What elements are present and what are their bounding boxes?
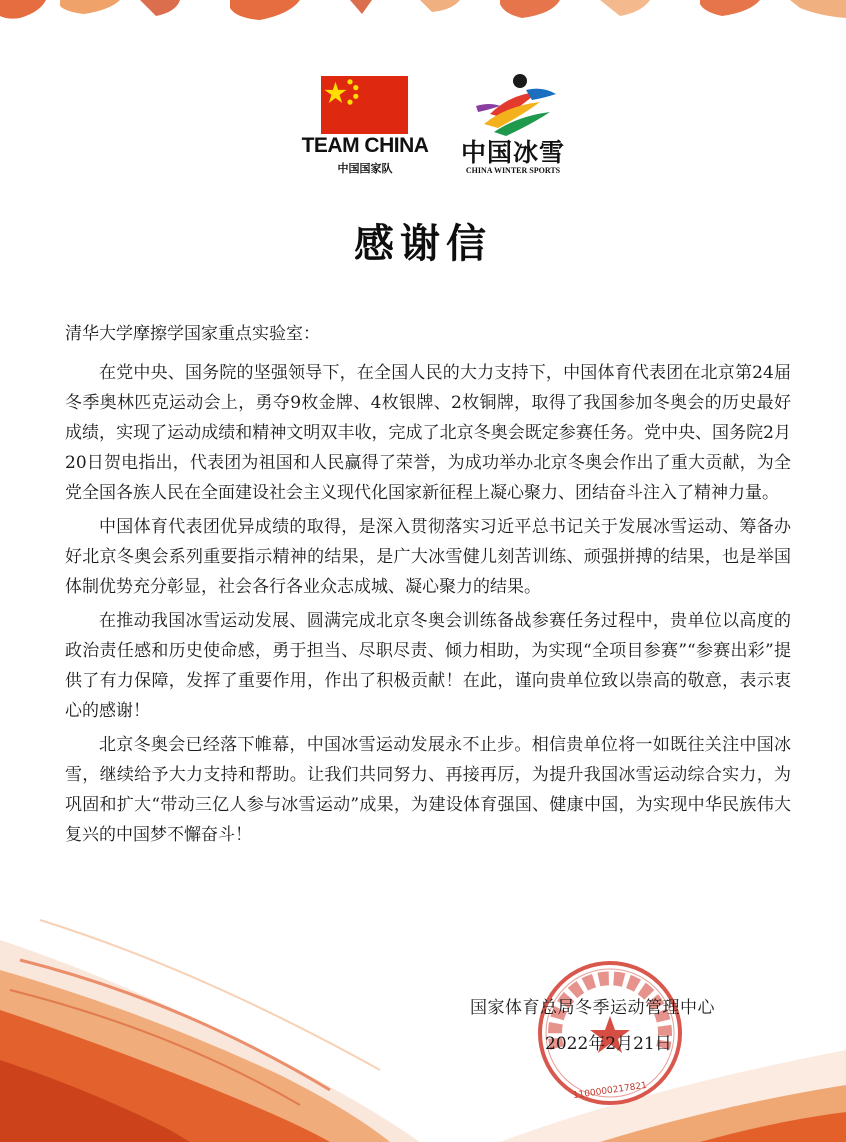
salutation: 清华大学摩擦学国家重点实验室： <box>65 324 320 344</box>
seal-serial-number: 1100000217821 <box>572 1080 648 1102</box>
paragraph-3: 在推动我国冰雪运动发展、圆满完成北京冬奥会训练备战参赛任务过程中，贵单位以高度的政治责任感和历史使命感，勇于担当、尽职尽责、倾力相助，为实现“全项目参赛”“参赛出彩”提供了有力保障，发挥了重要作用，作出了积极贡献！在此，谨向贵单位致以崇高的敬意，表示衷心的感谢！ <box>65 611 791 721</box>
winter-sports-logo-subtext: CHINA WINTER SPORTS <box>465 166 561 175</box>
bottom-decorative-brush <box>0 900 846 1142</box>
signature-organization: 国家体育总局冬季运动管理中心 <box>470 998 715 1018</box>
letter-body <box>65 358 791 854</box>
paragraph-4: 北京冬奥会已经落下帷幕，中国冰雪运动发展永不止步。相信贵单位将一如既往关注中国冰雪，继续给予大力支持和帮助。让我们共同努力、再接再厉，为提升我国冰雪运动综合实力，为巩固和扩大“带动三亿人参与冰雪运动”成果，为建设体育强国、健康中国，为实现中华民族伟大复兴的中国梦不懈奋斗！ <box>65 735 791 845</box>
paragraph-1: 在党中央、国务院的坚强领导下，在全国人民的大力支持下，中国体育代表团在北京第24届冬季奥林匹克运动会上，勇夺9枚金牌、4枚银牌、2枚铜牌，取得了我国参加冬奥会的历史最好成绩，实现了运动成绩和精神文明双丰收，完成了北京冬奥会既定参赛任务。党中央、国务院2月20日贺电指出，代表团为祖国和人民赢得了荣誉，为成功举办北京冬奥会作出了重大贡献，为全党全国各族人民在全面建设社会主义现代化国家新征程上凝心聚力、团结奋斗注入了精神力量。 <box>65 363 791 503</box>
team-china-logo-subtext: 中国国家队 <box>337 162 393 175</box>
winter-sports-logo-text: 中国冰雪 <box>460 138 565 167</box>
winter-sports-figure-icon <box>470 72 560 138</box>
team-china-logo-text: TEAM CHINA <box>301 134 429 157</box>
signature-date: 2022年2月21日 <box>545 1034 672 1054</box>
chinese-flag-icon <box>321 76 408 134</box>
paragraph-2: 中国体育代表团优异成绩的取得，是深入贯彻落实习近平总书记关于发展冰雪运动、筹备办好北京冬奥会系列重要指示精神的结果，是广大冰雪健儿刻苦训练、顽强拼搏的结果，也是举国体制优势充分彰显，社会各行各业众志成城、凝心聚力的结果。 <box>65 517 791 597</box>
top-decorative-band <box>0 0 846 22</box>
page-title: 感谢信 <box>354 220 492 267</box>
